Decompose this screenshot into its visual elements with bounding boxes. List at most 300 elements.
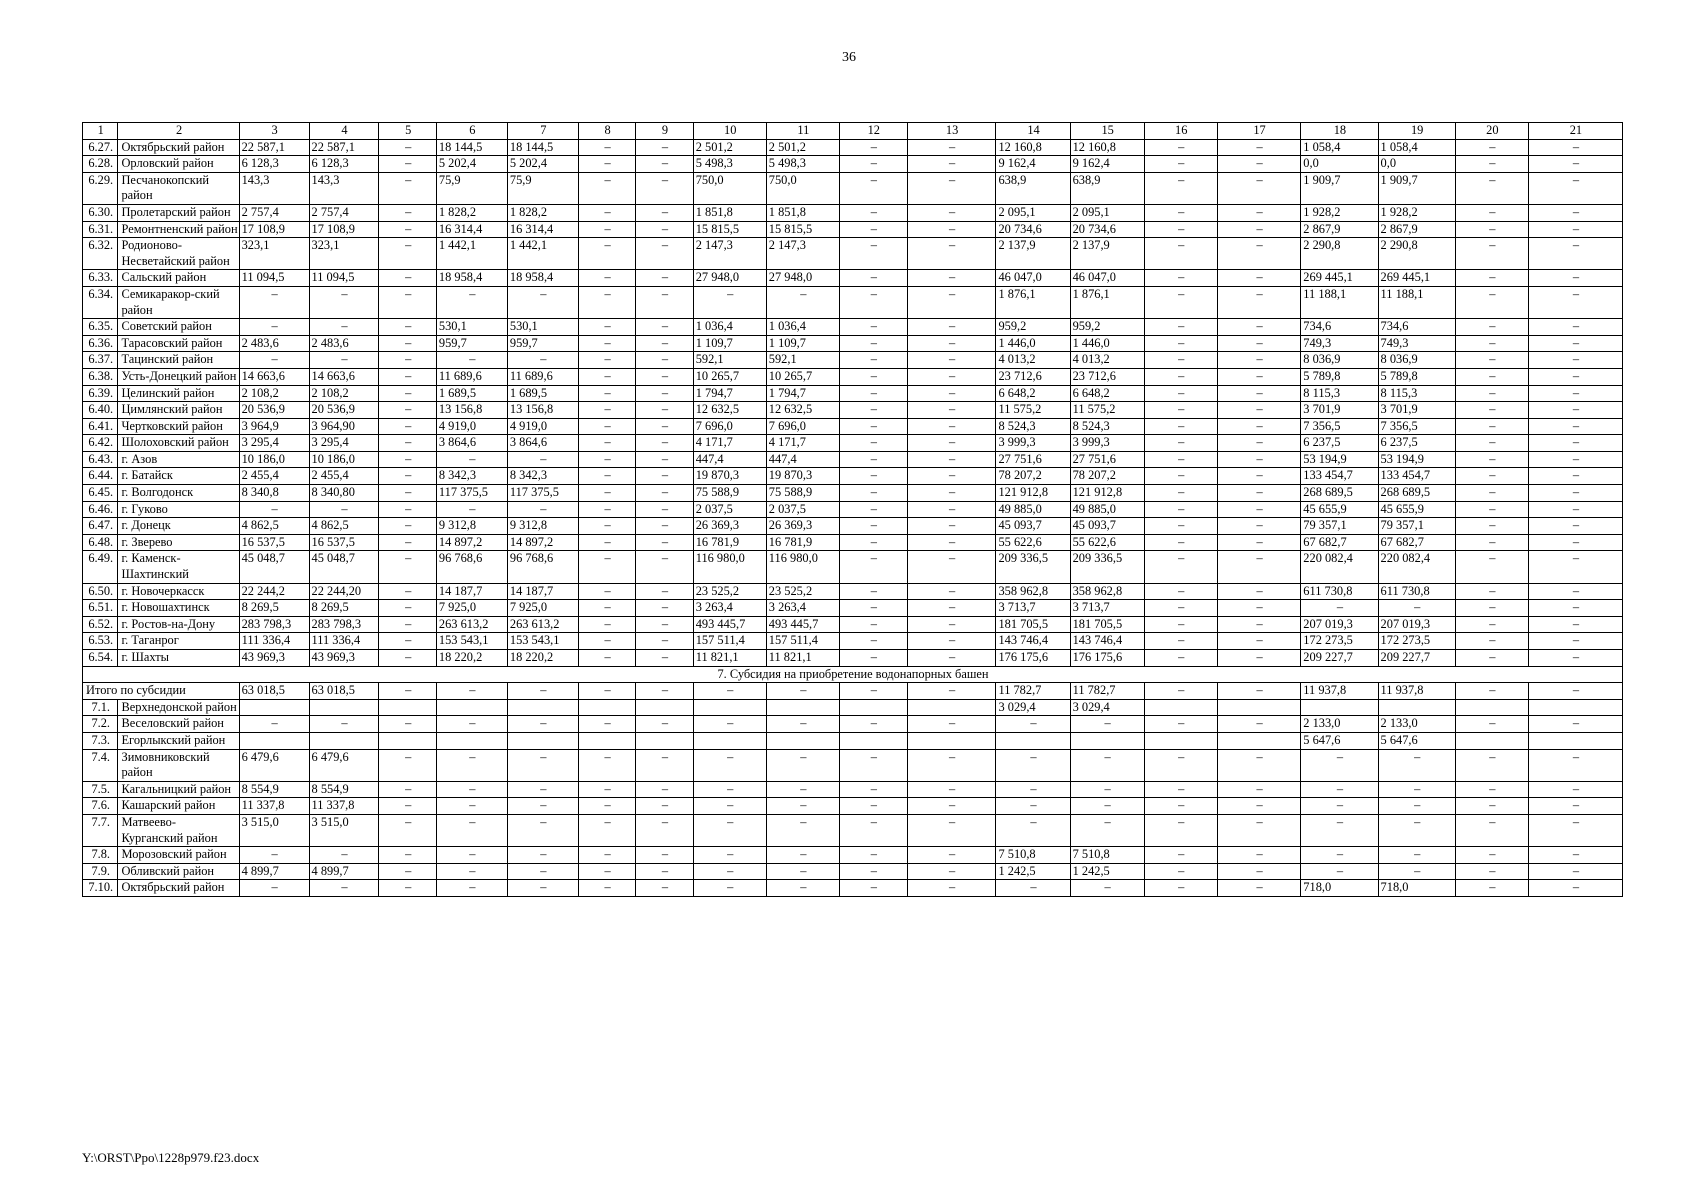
value-cell [239,699,309,716]
column-number-header: 17 [1217,123,1301,140]
value-cell: – [578,633,635,650]
value-cell: 7 925,0 [436,600,507,617]
value-cell: – [636,485,693,502]
value-cell: – [1217,156,1301,173]
value-cell: – [1378,814,1455,846]
value-cell: – [1217,418,1301,435]
value-cell: – [636,270,693,287]
section-title: 7. Субсидия на приобретение водонапорных башен [83,666,1623,683]
table-row [83,468,1623,485]
value-cell: – [839,319,907,336]
district-name: г. Каменск-Шахтинский [118,551,239,583]
row-number: 6.31. [83,221,118,238]
value-cell: 2 147,3 [766,238,839,270]
value-cell: 1 876,1 [996,286,1070,318]
value-cell: – [1144,352,1217,369]
value-cell: – [1144,863,1217,880]
value-cell: – [766,847,839,864]
value-cell: – [379,139,436,156]
value-cell: 268 689,5 [1378,485,1455,502]
value-cell: 45 093,7 [996,518,1070,535]
value-cell: 1 036,4 [693,319,766,336]
value-cell: 11 821,1 [766,650,839,667]
value-cell: 27 948,0 [766,270,839,287]
value-cell: 19 870,3 [766,468,839,485]
value-cell: – [1217,616,1301,633]
value-cell: 4 919,0 [436,418,507,435]
table-row [83,650,1623,667]
value-cell: – [1144,319,1217,336]
value-cell: – [1455,418,1528,435]
value-cell: 283 798,3 [309,616,379,633]
value-cell: 11 821,1 [693,650,766,667]
value-cell: 143,3 [239,172,309,204]
value-cell: – [578,781,635,798]
value-cell: 23 712,6 [1070,368,1144,385]
table-row [83,156,1623,173]
value-cell: 1 909,7 [1301,172,1378,204]
value-cell: 11 689,6 [436,368,507,385]
value-cell: – [379,335,436,352]
table-row [83,435,1623,452]
value-cell: 3 964,90 [309,418,379,435]
value-cell: 1 442,1 [507,238,578,270]
value-cell: – [1217,385,1301,402]
value-cell: 1 109,7 [766,335,839,352]
value-cell: – [1217,650,1301,667]
value-cell: 8 554,9 [309,781,379,798]
value-cell: 11 188,1 [1378,286,1455,318]
row-number: 7.6. [83,798,118,815]
value-cell: – [1455,451,1528,468]
value-cell: 8 524,3 [1070,418,1144,435]
table-row [83,319,1623,336]
value-cell: – [1070,880,1144,897]
value-cell: 63 018,5 [309,683,379,700]
value-cell: – [1144,335,1217,352]
value-cell: – [1070,781,1144,798]
value-cell: – [1144,749,1217,781]
row-number: 6.34. [83,286,118,318]
value-cell: – [1528,335,1622,352]
column-number-header: 20 [1455,123,1528,140]
row-number: 6.28. [83,156,118,173]
value-cell: 27 751,6 [996,451,1070,468]
value-cell: 283 798,3 [239,616,309,633]
value-cell: – [578,847,635,864]
district-name: Кашарский район [118,798,239,815]
value-cell: – [1217,633,1301,650]
row-number: 6.40. [83,402,118,419]
value-cell: – [1217,551,1301,583]
value-cell: – [578,683,635,700]
value-cell [766,732,839,749]
value-cell: – [1144,139,1217,156]
value-cell: – [839,716,907,733]
value-cell: 10 186,0 [239,451,309,468]
value-cell: – [507,716,578,733]
value-cell: 18 958,4 [507,270,578,287]
value-cell [436,732,507,749]
value-cell [1378,699,1455,716]
value-cell: – [839,402,907,419]
value-cell: – [578,880,635,897]
value-cell: 14 187,7 [507,583,578,600]
value-cell: – [578,418,635,435]
value-cell: – [379,814,436,846]
value-cell: – [578,335,635,352]
value-cell [693,699,766,716]
value-cell: – [578,518,635,535]
value-cell: 75,9 [436,172,507,204]
value-cell: 5 789,8 [1301,368,1378,385]
value-cell: – [839,335,907,352]
value-cell: – [636,518,693,535]
value-cell: – [1217,270,1301,287]
value-cell: – [1217,485,1301,502]
value-cell: – [379,583,436,600]
value-cell: – [578,139,635,156]
value-cell: – [1217,319,1301,336]
value-cell: – [693,814,766,846]
value-cell: 3 964,9 [239,418,309,435]
value-cell: – [1217,139,1301,156]
value-cell: – [1455,798,1528,815]
value-cell: – [693,798,766,815]
value-cell: – [379,368,436,385]
value-cell: 27 948,0 [693,270,766,287]
value-cell: – [436,749,507,781]
district-name: Тарасовский район [118,335,239,352]
value-cell: – [839,139,907,156]
value-cell: 2 108,2 [239,385,309,402]
value-cell: – [839,814,907,846]
value-cell: – [578,204,635,221]
value-cell: 4 862,5 [309,518,379,535]
value-cell: – [1070,814,1144,846]
value-cell: 447,4 [693,451,766,468]
row-number: 6.49. [83,551,118,583]
value-cell: – [578,270,635,287]
table-row [83,270,1623,287]
value-cell: – [1144,781,1217,798]
value-cell: – [636,435,693,452]
value-cell: – [1455,501,1528,518]
value-cell: – [379,172,436,204]
table-body [83,123,1623,897]
value-cell: – [1301,863,1378,880]
value-cell: 220 082,4 [1301,551,1378,583]
value-cell: 75,9 [507,172,578,204]
value-cell [636,732,693,749]
value-cell: – [839,583,907,600]
value-cell: – [578,863,635,880]
value-cell: – [1217,468,1301,485]
value-cell: 20 734,6 [1070,221,1144,238]
value-cell: 11 337,8 [309,798,379,815]
value-cell: – [379,221,436,238]
value-cell: 4 862,5 [239,518,309,535]
value-cell: – [578,551,635,583]
value-cell: – [636,633,693,650]
value-cell: 3 713,7 [1070,600,1144,617]
value-cell: 8 036,9 [1378,352,1455,369]
value-cell: 22 587,1 [309,139,379,156]
value-cell: 14 663,6 [239,368,309,385]
value-cell: – [578,798,635,815]
value-cell: 323,1 [239,238,309,270]
value-cell: 4 919,0 [507,418,578,435]
district-name: Чертковский район [118,418,239,435]
table-row [83,732,1623,749]
value-cell: – [507,451,578,468]
value-cell: – [1528,139,1622,156]
value-cell: 8 115,3 [1301,385,1378,402]
budget-table [82,122,1623,897]
value-cell: – [1217,286,1301,318]
value-cell: – [839,485,907,502]
value-cell: 1 851,8 [693,204,766,221]
value-cell: – [766,781,839,798]
value-cell: – [839,172,907,204]
value-cell: – [766,683,839,700]
value-cell: – [507,798,578,815]
value-cell: 2 133,0 [1301,716,1378,733]
value-cell: 46 047,0 [1070,270,1144,287]
value-cell: – [379,534,436,551]
value-cell: – [1528,156,1622,173]
value-cell: – [507,814,578,846]
value-cell: 14 897,2 [507,534,578,551]
value-cell: – [1455,368,1528,385]
value-cell: – [636,319,693,336]
value-cell: – [839,418,907,435]
value-cell: – [907,319,996,336]
value-cell: 45 655,9 [1378,501,1455,518]
value-cell: 67 682,7 [1301,534,1378,551]
value-cell: – [636,781,693,798]
value-cell: – [379,863,436,880]
value-cell: – [766,880,839,897]
value-cell: 143 746,4 [996,633,1070,650]
value-cell: – [239,501,309,518]
value-cell: 15 815,5 [693,221,766,238]
table-row [83,139,1623,156]
value-cell: – [839,238,907,270]
value-cell: – [1144,172,1217,204]
value-cell: – [309,847,379,864]
district-name: Веселовский район [118,716,239,733]
value-cell: – [1217,501,1301,518]
column-number-header: 11 [766,123,839,140]
value-cell: – [839,551,907,583]
value-cell: – [309,880,379,897]
value-cell: 493 445,7 [693,616,766,633]
value-cell: – [1528,518,1622,535]
table-row [83,451,1623,468]
value-cell: – [1528,633,1622,650]
value-cell: – [379,204,436,221]
value-cell: – [907,485,996,502]
value-cell: 16 314,4 [436,221,507,238]
value-cell: – [1528,368,1622,385]
value-cell: – [578,385,635,402]
value-cell: 6 237,5 [1378,435,1455,452]
column-number-header: 16 [1144,123,1217,140]
value-cell: 15 815,5 [766,221,839,238]
district-name: Сальский район [118,270,239,287]
table-row [83,352,1623,369]
value-cell: – [636,286,693,318]
value-cell: – [907,583,996,600]
value-cell: 121 912,8 [1070,485,1144,502]
value-cell: – [1217,518,1301,535]
column-number-header: 19 [1378,123,1455,140]
value-cell: – [1301,600,1378,617]
value-cell: – [578,716,635,733]
value-cell: 96 768,6 [507,551,578,583]
value-cell [239,732,309,749]
row-number: 6.36. [83,335,118,352]
value-cell: 45 048,7 [309,551,379,583]
value-cell: 157 511,4 [766,633,839,650]
value-cell: – [309,352,379,369]
value-cell: 3 864,6 [436,435,507,452]
value-cell: 172 273,5 [1301,633,1378,650]
row-number: 6.29. [83,172,118,204]
value-cell: 3 515,0 [309,814,379,846]
value-cell: – [907,352,996,369]
row-number: 7.5. [83,781,118,798]
value-cell: – [1144,534,1217,551]
value-cell: 172 273,5 [1378,633,1455,650]
value-cell: 16 781,9 [766,534,839,551]
value-cell: – [1217,583,1301,600]
value-cell: 3 295,4 [239,435,309,452]
value-cell: – [1144,418,1217,435]
value-cell: – [578,534,635,551]
value-cell: 176 175,6 [1070,650,1144,667]
value-cell: – [1217,204,1301,221]
value-cell: – [1070,798,1144,815]
table-row [83,418,1623,435]
value-cell: – [996,781,1070,798]
value-cell: – [907,814,996,846]
value-cell: 207 019,3 [1378,616,1455,633]
value-cell: – [1378,781,1455,798]
district-name: Орловский район [118,156,239,173]
value-cell: 8 342,3 [436,468,507,485]
value-cell: – [839,518,907,535]
value-cell: – [839,156,907,173]
value-cell: 78 207,2 [996,468,1070,485]
value-cell: 2 137,9 [1070,238,1144,270]
value-cell: 3 701,9 [1378,402,1455,419]
value-cell: – [1217,352,1301,369]
value-cell: 8 340,8 [239,485,309,502]
value-cell: – [239,286,309,318]
value-cell: – [1528,385,1622,402]
value-cell: 14 897,2 [436,534,507,551]
value-cell: 78 207,2 [1070,468,1144,485]
value-cell: – [907,402,996,419]
value-cell: 2 037,5 [766,501,839,518]
value-cell: – [1528,204,1622,221]
value-cell: – [766,798,839,815]
value-cell: 592,1 [766,352,839,369]
value-cell: 117 375,5 [507,485,578,502]
value-cell: 5 202,4 [436,156,507,173]
value-cell: 1 794,7 [766,385,839,402]
value-cell: 1 689,5 [507,385,578,402]
value-cell: 5 498,3 [693,156,766,173]
value-cell: – [907,880,996,897]
value-cell [839,732,907,749]
value-cell [578,732,635,749]
value-cell: – [1455,650,1528,667]
value-cell: – [1378,847,1455,864]
value-cell: 1 242,5 [1070,863,1144,880]
value-cell: 1 794,7 [693,385,766,402]
value-cell: – [1217,534,1301,551]
value-cell: – [578,501,635,518]
value-cell: 749,3 [1301,335,1378,352]
value-cell: 116 980,0 [693,551,766,583]
value-cell: – [839,749,907,781]
value-cell: 638,9 [996,172,1070,204]
value-cell: – [1455,468,1528,485]
value-cell: 2 483,6 [309,335,379,352]
table-row [83,616,1623,633]
value-cell: – [1144,368,1217,385]
value-cell: 5 202,4 [507,156,578,173]
value-cell: – [636,863,693,880]
value-cell: – [379,600,436,617]
value-cell: – [907,650,996,667]
value-cell: 530,1 [436,319,507,336]
value-cell: 9 162,4 [996,156,1070,173]
value-cell: – [309,716,379,733]
value-cell [1455,732,1528,749]
value-cell: – [1455,600,1528,617]
value-cell: – [1301,798,1378,815]
value-cell [379,699,436,716]
value-cell: 1 058,4 [1378,139,1455,156]
value-cell: 2 455,4 [239,468,309,485]
value-cell: 493 445,7 [766,616,839,633]
value-cell: – [693,749,766,781]
row-number: 6.37. [83,352,118,369]
row-number: 6.53. [83,633,118,650]
value-cell: – [379,238,436,270]
value-cell: 11 689,6 [507,368,578,385]
district-name: Семикаракор-ский район [118,286,239,318]
district-name: г. Гуково [118,501,239,518]
value-cell: 3 999,3 [1070,435,1144,452]
value-cell: 45 655,9 [1301,501,1378,518]
value-cell: – [379,551,436,583]
value-cell: 4 899,7 [309,863,379,880]
value-cell: – [839,286,907,318]
row-number: 6.42. [83,435,118,452]
value-cell [1528,732,1622,749]
value-cell: 11 937,8 [1378,683,1455,700]
value-cell: – [436,451,507,468]
value-cell: – [239,716,309,733]
value-cell: – [1455,172,1528,204]
value-cell: – [636,418,693,435]
district-name: Тацинский район [118,352,239,369]
